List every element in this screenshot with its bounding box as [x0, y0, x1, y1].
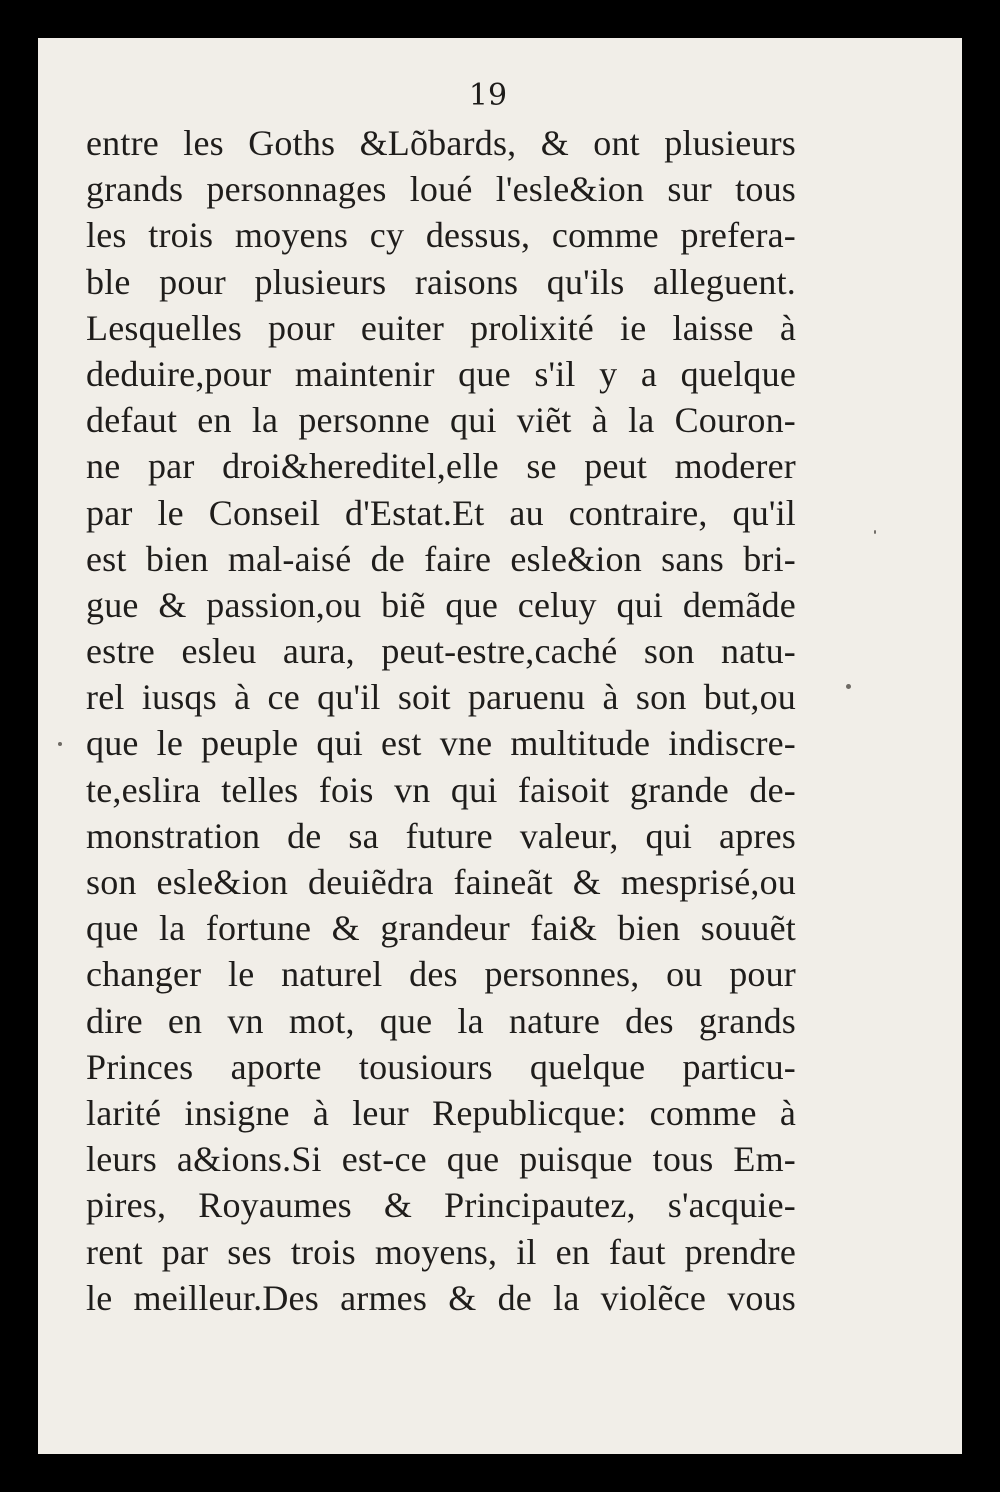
text-line: Princes aporte tousiours quelque particu- — [86, 1046, 796, 1087]
paper-speck — [846, 684, 851, 689]
paper-speck — [58, 742, 62, 746]
text-line: gue & passion,ou biẽ que celuy qui demãde — [86, 584, 796, 625]
text-line: ble pour plusieurs raisons qu'ils alleguent. — [86, 261, 796, 302]
text-line: grands personnages loué l'esle&ion sur tous — [86, 169, 796, 210]
page-number: 19 — [468, 78, 508, 113]
paper-speck — [874, 530, 876, 534]
body-text — [86, 120, 796, 1321]
text-line: Lesquelles pour euiter prolixité ie laisse à — [86, 307, 796, 348]
text-line: monstration de sa future valeur, qui apres — [86, 815, 796, 856]
text-line: son esle&ion deuiẽdra faineãt & mesprisé,ou — [86, 862, 796, 902]
text-line: rel iusqs à ce qu'il soit paruenu à son but,ou — [86, 677, 796, 718]
text-line: ne par droi&hereditel,elle se peut moderer — [86, 446, 796, 487]
text-line: entre les Goths &Lõbards, & ont plusieurs — [86, 123, 796, 163]
text-line: les trois moyens cy dessus, comme prefera- — [86, 215, 796, 256]
text-line: dire en vn mot, que la nature des grands — [86, 1000, 796, 1041]
text-line: leurs a&ions.Si est-ce que puisque tous Em- — [86, 1139, 796, 1180]
text-line: deduire,pour maintenir que s'il y a quelque — [86, 353, 796, 394]
text-line: le meilleur.Des armes & de la violẽce vous — [86, 1277, 796, 1318]
text-line: te,eslira telles fois vn qui faisoit grande de- — [86, 769, 796, 810]
text-line: rent par ses trois moyens, il en faut prendre — [86, 1231, 796, 1272]
text-line: estre esleu aura, peut-estre,caché son natu- — [86, 631, 796, 672]
book-page — [38, 38, 962, 1454]
text-line: changer le naturel des personnes, ou pour — [86, 954, 796, 995]
text-line: larité insigne à leur Republicque: comme à — [86, 1092, 796, 1133]
text-line: pires, Royaumes & Principautez, s'acquie- — [86, 1185, 796, 1226]
text-line: que le peuple qui est vne multitude indiscre- — [86, 723, 796, 764]
text-line: par le Conseil d'Estat.Et au contraire, qu'il — [86, 492, 796, 533]
text-line: defaut en la personne qui viẽt à la Couron- — [86, 400, 796, 441]
text-line: est bien mal-aisé de faire esle&ion sans bri- — [86, 538, 796, 579]
text-line: que la fortune & grandeur fai& bien souuẽt — [86, 908, 796, 949]
